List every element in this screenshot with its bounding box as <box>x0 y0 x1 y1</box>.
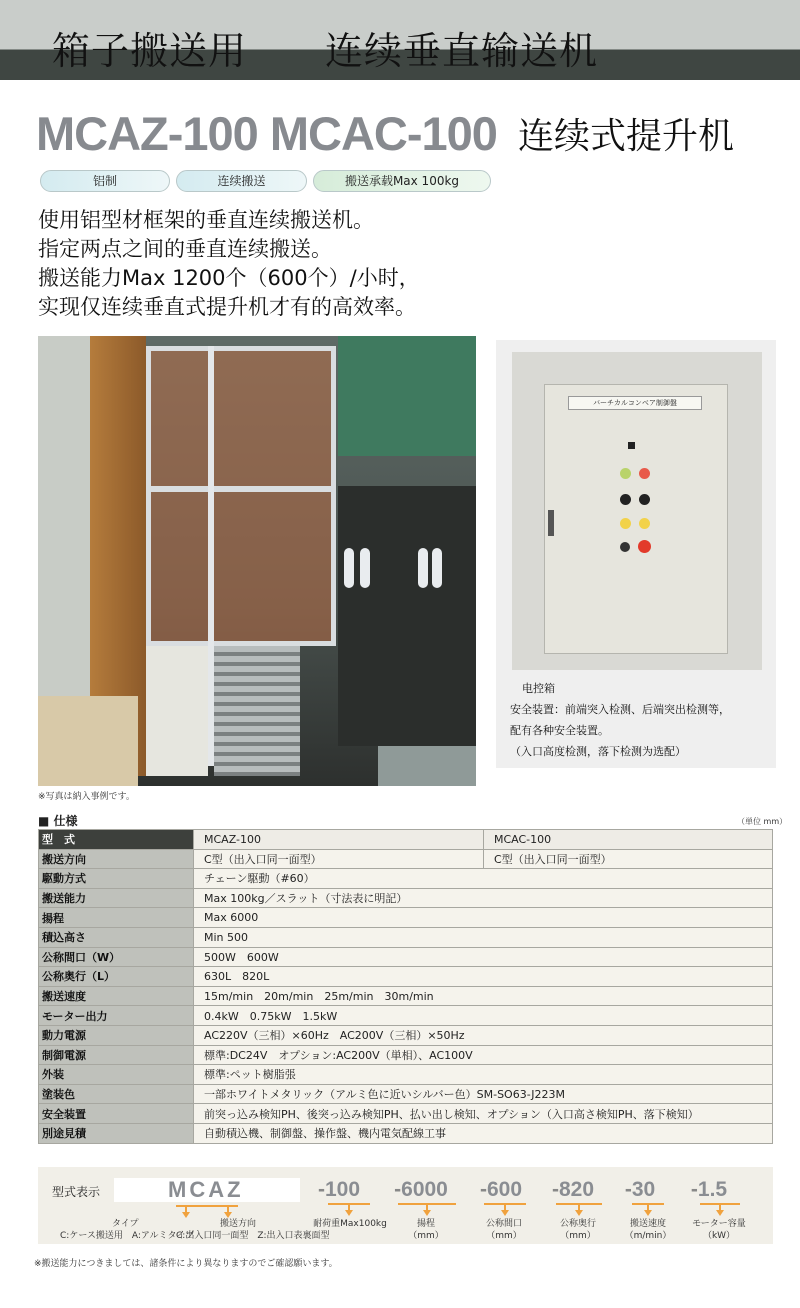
spec-value: 500W 600W <box>194 947 773 967</box>
table-row <box>39 986 773 1006</box>
table-row <box>39 908 773 928</box>
spec-label: 別途見積 <box>39 1123 194 1143</box>
header-title: 箱子搬送用 连续垂直输送机 <box>52 29 599 73</box>
description-line: 实现仅连续垂直式提升机才有的高效率。 <box>38 295 416 319</box>
spec-label: 塗装色 <box>39 1084 194 1104</box>
type-caption-direction: 搬送方向 C:出入口同一面型 Z:出入口表裏面型 <box>176 1219 330 1241</box>
arrow-down-icon <box>716 1210 724 1216</box>
table-row <box>39 830 773 850</box>
description <box>38 206 658 322</box>
spec-value: C型（出入口同一面型） <box>194 849 484 869</box>
table-row <box>39 1104 773 1124</box>
spec-value: AC220V（三相）×60Hz AC200V（三相）×50Hz <box>194 1025 773 1045</box>
spec-value: 一部ホワイトメタリック（アルミ色に近いシルバー色）SM-SO63-J223M <box>194 1084 773 1104</box>
push-button-icon <box>620 518 631 529</box>
spec-label: 制御電源 <box>39 1045 194 1065</box>
type-segment-speed: -30 <box>624 1178 656 1201</box>
description-line: 指定两点之间的垂直连续搬送。 <box>38 237 332 261</box>
type-designation-label: 型式表示 <box>52 1185 101 1199</box>
caption-line: 安全装置：前端突入检测、后端突出检测等， <box>510 703 730 716</box>
key-switch-icon <box>620 542 630 552</box>
indicator-lamp-icon <box>639 468 650 479</box>
spec-model-col1: MCAZ-100 <box>194 830 484 850</box>
spec-heading: ■ 仕様 <box>38 814 78 828</box>
type-caption-width: 公称間口 （mm） <box>485 1219 522 1241</box>
spec-value: 0.4kW 0.75kW 1.5kW <box>194 1006 773 1026</box>
product-photo <box>38 336 476 786</box>
type-segment-motor: -1.5 <box>690 1178 728 1201</box>
table-row <box>39 967 773 987</box>
indicator-lamp-icon <box>620 468 631 479</box>
push-button-icon <box>639 518 650 529</box>
spec-label: 外装 <box>39 1065 194 1085</box>
type-caption-speed: 搬送速度 （m/min） <box>624 1219 672 1241</box>
tag-continuous: 连续搬送 <box>176 170 307 192</box>
spec-label: 積込高さ <box>39 927 194 947</box>
spec-value: 標準:DC24V オプション:AC200V（単相）、AC100V <box>194 1045 773 1065</box>
spec-label: 公称間口（W） <box>39 947 194 967</box>
model-title: MCAZ-100 MCAC-100 <box>36 107 497 160</box>
table-row <box>39 1084 773 1104</box>
spec-value: Min 500 <box>194 927 773 947</box>
arrow-down-icon <box>644 1210 652 1216</box>
spec-value: 自動積込機、制御盤、操作盤、機内電気配線工事 <box>194 1123 773 1143</box>
spec-label: 搬送方向 <box>39 849 194 869</box>
spec-value: Max 100kg／スラット（寸法表に明記） <box>194 888 773 908</box>
arrow-down-icon <box>575 1210 583 1216</box>
type-segment-load: -100 <box>317 1178 361 1201</box>
arrow-down-icon <box>345 1210 353 1216</box>
type-model-code: MCAZ <box>114 1178 300 1202</box>
spec-value: 前突っ込み検知PH、後突っ込み検知PH、払い出し検知、オプション（入口高さ検知PH、落下検知） <box>194 1104 773 1124</box>
description-line: 使用铝型材框架的垂直连续搬送机。 <box>38 208 374 232</box>
spec-value: 15m/min 20m/min 25m/min 30m/min <box>194 986 773 1006</box>
spec-value: Max 6000 <box>194 908 773 928</box>
model-subtitle: 连续式提升机 <box>518 116 735 157</box>
table-row <box>39 1045 773 1065</box>
type-segment-depth: -820 <box>551 1178 595 1201</box>
table-row <box>39 1065 773 1085</box>
table-row <box>39 927 773 947</box>
photo-note: ※写真は納入事例です。 <box>38 792 135 802</box>
type-caption-depth: 公称奥行 （mm） <box>559 1219 596 1241</box>
spec-label: モーター出力 <box>39 1006 194 1026</box>
caption-line: （入口高度检测，落下检测为选配） <box>510 745 686 758</box>
table-row <box>39 849 773 869</box>
unit-note: （単位 mm） <box>737 817 788 826</box>
table-row <box>39 1123 773 1143</box>
selector-switch-icon <box>620 494 631 505</box>
emergency-stop-icon <box>638 540 651 553</box>
control-panel-caption <box>510 678 780 762</box>
type-segment-width: -600 <box>479 1178 523 1201</box>
footnote: ※搬送能力につきましては、諸条件により異なりますのでご確認願います。 <box>34 1259 338 1269</box>
spec-label: 動力電源 <box>39 1025 194 1045</box>
spec-label: 搬送能力 <box>39 888 194 908</box>
type-caption-load: 耐荷重Max100kg <box>313 1219 387 1229</box>
spec-value: チェーン駆動（#60） <box>194 869 773 889</box>
spec-label: 公称奥行（L） <box>39 967 194 987</box>
type-caption-lift: 揚程 （mm） <box>408 1219 444 1241</box>
spec-model-col2: MCAC-100 <box>484 830 773 850</box>
type-caption-motor: モーター容量 （kW） <box>692 1219 746 1241</box>
spec-value: 630L 820L <box>194 967 773 987</box>
type-segment-lift: -6000 <box>394 1178 448 1201</box>
table-row <box>39 1025 773 1045</box>
header-band <box>0 0 800 80</box>
type-caption-type: タイプ C:ケース搬送用 A:アルミタイプ <box>60 1219 195 1241</box>
spec-label: 揚程 <box>39 908 194 928</box>
table-row <box>39 888 773 908</box>
description-line: 搬送能力Max 1200个（600个）/小时， <box>38 266 420 290</box>
caption-line: 配有各种安全装置。 <box>510 724 609 737</box>
spec-label: 搬送速度 <box>39 986 194 1006</box>
spec-table <box>38 829 773 1144</box>
table-row <box>39 1006 773 1026</box>
control-panel-plate: バーチカルコンベア制御盤 <box>568 396 702 410</box>
tag-load: 搬送承载Max 100kg <box>313 170 491 192</box>
arrow-down-icon <box>423 1210 431 1216</box>
arrow-down-icon <box>501 1210 509 1216</box>
spec-label: 安全装置 <box>39 1104 194 1124</box>
selector-switch-icon <box>639 494 650 505</box>
spec-label: 駆動方式 <box>39 869 194 889</box>
spec-label: 型 式 <box>39 830 194 850</box>
tag-aluminum: 铝制 <box>40 170 170 192</box>
table-row <box>39 869 773 889</box>
caption-title: 电控箱 <box>522 682 555 695</box>
spec-value: 標準:ペット樹脂張 <box>194 1065 773 1085</box>
spec-value: C型（出入口同一面型） <box>484 849 773 869</box>
table-row <box>39 947 773 967</box>
